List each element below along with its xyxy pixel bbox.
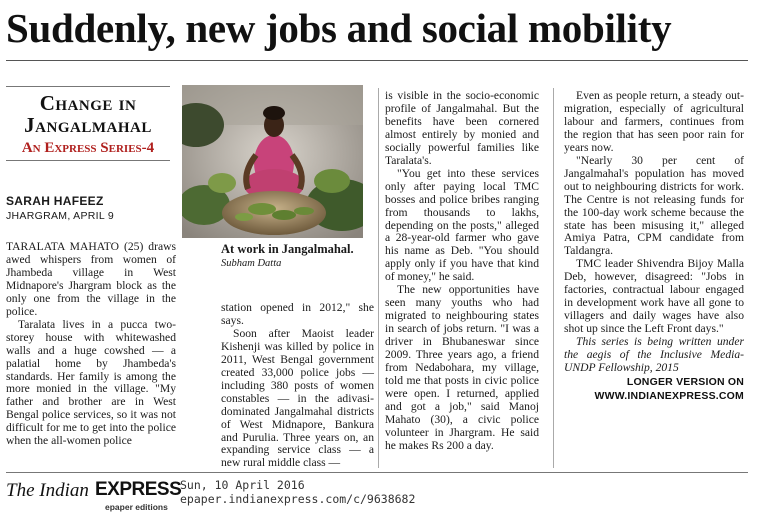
paragraph: TARALATA MAHATO (25) draws awed whispers from women of Jhambeda village in West Midnapore's Jhargram block as the only one from the village in the police. (6, 240, 176, 318)
paragraph: Soon after Maoist leader Kishenji was killed by police in 2011, West Bengal government created 33,000 police jobs — including 380 posts of women constables — in the adivasi-dominated Jangalmahal districts of West Midnapore, Bankura and Purulia. Three years on, an expanding service class — a new rural middle class — (221, 326, 374, 470)
longer-version-url[interactable]: WWW.INDIANEXPRESS.COM (594, 389, 744, 402)
fellowship-note: This series is being written under the aegis of the Inclusive Media-UNDP Fellowship, 2015 (564, 335, 744, 375)
article-column-2 (221, 302, 374, 470)
footer-date: Sun, 10 April 2016 (180, 478, 305, 492)
footer-url[interactable]: epaper.indianexpress.com/c/9638682 (180, 492, 416, 506)
caption-text: At work in Jangalmahal. (221, 242, 354, 256)
byline (6, 194, 176, 223)
logo-text-epaper: epaper editions (105, 502, 168, 512)
article-column-4 (564, 90, 744, 403)
series-title-line1: Change in (39, 91, 137, 115)
longer-version-label: LONGER VERSION ON (626, 375, 744, 388)
logo-text-express: EXPRESS (95, 479, 182, 500)
author-name: SARAH HAFEEZ (6, 194, 104, 208)
headline: Suddenly, new jobs and social mobility (6, 5, 672, 51)
logo-text-the-indian: The Indian (6, 480, 89, 501)
column-divider (378, 88, 379, 468)
footer-rule (6, 472, 748, 473)
paragraph: Even as people return, a steady out-migration, especially of agricultural labour and farmers, continues from the region that has seen poor rain for years now. (564, 89, 744, 154)
paragraph: The new opportunities have seen many youths who had migrated to neighbouring states in search of jobs return. "I was a driver in Bhubaneswar since 2009. Three years ago, a friend from Nedabohara, my village, told me that posts in civic police were open. I returned, applied and got a job," said Manoj Mahato (30), a civic police volunteer in Jhargram. He said he makes Rs 200 a day. (385, 283, 539, 452)
article-column-1 (6, 241, 176, 448)
article-photo (182, 85, 363, 238)
series-title-line2: Jangalmahal (24, 113, 152, 137)
article-column-3 (385, 90, 539, 453)
column-divider (553, 88, 554, 468)
paragraph: station opened in 2012," she says. (221, 301, 374, 327)
paragraph: is visible in the socio-economic profile of Jangalmahal. But the benefits have been cornered almost entirely by monied and socially powerful families like Taralata's. (385, 89, 539, 167)
paragraph: TMC leader Shivendra Bijoy Malla Deb, however, disagreed: "Jobs in factories, contractual labour engaged in development work have all gone to villagers and daily wages have also shot up since the Left Front days." (564, 257, 744, 336)
headline-rule (6, 60, 748, 61)
paragraph: "You get into these services only after paying local TMC bosses and police bribes ranging from thousands to lakhs, depending on the posts," alleged a 28-year-old farmer who gave his name as Deb. "You should apply only if you have that kind of money," he said. (385, 166, 539, 284)
photo-illustration (182, 85, 363, 238)
indian-express-logo (6, 478, 182, 512)
series-rule-bottom (6, 160, 170, 161)
photo-credit: Subham Datta (221, 258, 282, 269)
series-rule-top (6, 86, 170, 87)
series-box (6, 86, 170, 161)
paragraph: Taralata lives in a pucca two-storey house with whitewashed walls and a huge cowshed — a palatial home by Jhambeda's standards. Her family is among the more monied in the village. "My father and brother are in West Bengal police services, so it was not difficult for me to get into the police when the all-women police (6, 317, 176, 448)
paragraph: "Nearly 30 per cent of Jangalmahal's population has moved out to neighbouring districts for work. The Centre is not releasing funds for the 100-day work scheme because the state has been misusing it," alleged Amiya Patra, CPM candidate from Taldangra. (564, 153, 744, 258)
photo-caption (221, 242, 381, 270)
series-subtitle: An Express Series-4 (21, 140, 155, 156)
dateline: JHARGRAM, APRIL 9 (6, 210, 114, 222)
footer-stamp (180, 478, 480, 506)
